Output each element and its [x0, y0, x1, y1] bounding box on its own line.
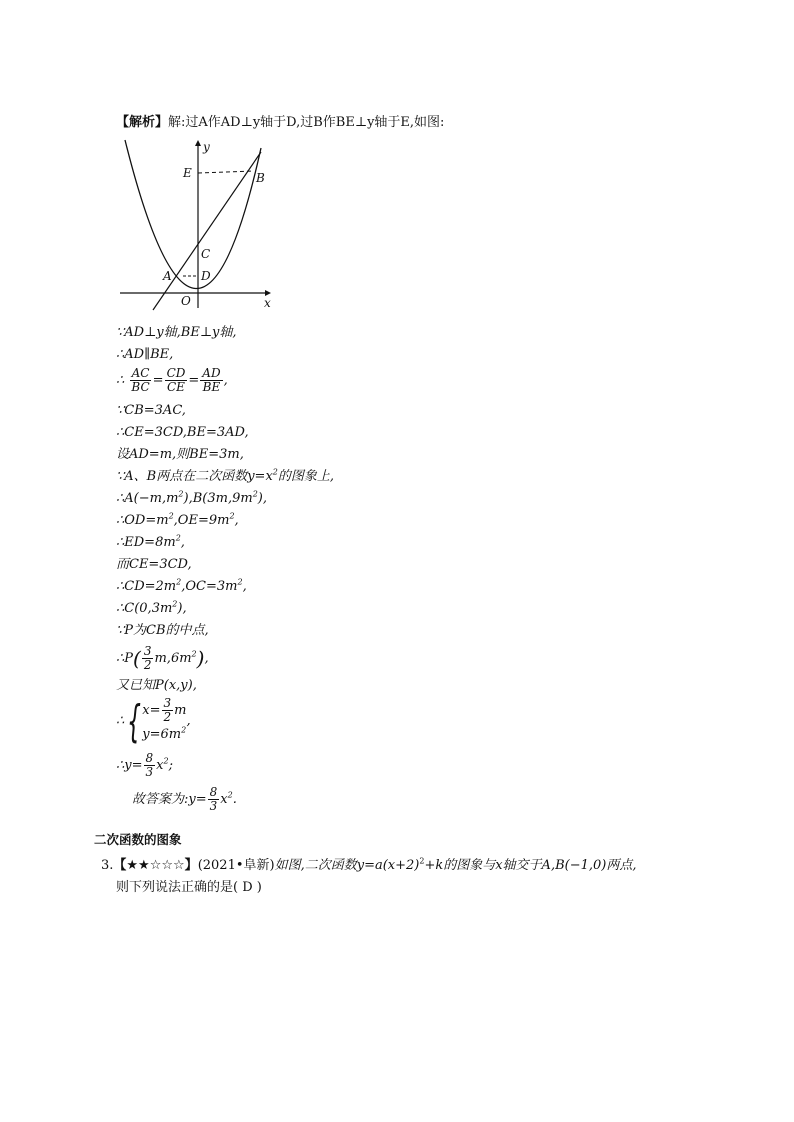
step-12: $\therefore CD=2m^2,OC=3m^2$,	[116, 577, 247, 594]
step-17-system: ∴{ x= $\frac{3}{2}$ m $y=6m^2$ ,	[116, 695, 191, 747]
intro-text: 解:过A作AD⊥y轴于D,过B作BE⊥y轴于E,如图:	[168, 115, 445, 130]
step-5: ∴CE=3CD,BE=3AD,	[116, 425, 249, 440]
final-answer: 故答案为:y= $\frac{8}{3}$ $x^2$.	[132, 785, 237, 813]
step-10: $\therefore ED=8m^2$,	[116, 533, 185, 550]
step-14: ∵P为CB的中点,	[116, 623, 209, 638]
step-2: ∴AD∥BE,	[116, 347, 174, 362]
step-16: 又已知P(x,y),	[116, 678, 197, 693]
step-9: $\therefore OD=m^2,OE=9m^2$,	[116, 511, 239, 528]
parabola-curve	[125, 140, 261, 289]
brace-symbol: {	[127, 695, 142, 747]
step-18: ∴y= $\frac{8}{3}$ $x^2$;	[116, 751, 173, 779]
label-b: B	[256, 171, 265, 185]
step-6: 设AD=m,则BE=3m,	[116, 447, 244, 462]
label-a: A	[163, 269, 172, 283]
fraction-cd-ce: $\frac{CD}{CE}$	[166, 366, 186, 394]
step-13: $\therefore C(0,3m^2)$,	[116, 599, 187, 616]
label-c: C	[201, 247, 211, 261]
question-3-line2: 则下列说法正确的是( D )	[116, 880, 262, 895]
label-o: O	[181, 294, 191, 308]
label-d: D	[201, 269, 211, 283]
fraction-ac-bc: $\frac{AC}{BC}$	[131, 366, 150, 394]
step-7: ∵A、B两点在二次函数$y=x^2$的图象上,	[116, 467, 335, 484]
step-11: 而CE=3CD,	[116, 557, 192, 572]
solution-intro	[116, 115, 444, 131]
label-y: y	[203, 140, 210, 154]
step-1: ∵AD⊥y轴,BE⊥y轴,	[116, 325, 237, 340]
difficulty-stars: 【★★☆☆☆】	[113, 858, 198, 873]
analysis-label: 【解析】	[116, 115, 169, 130]
question-source: (2021•阜新)	[197, 858, 275, 873]
fraction-ad-be: $\frac{AD}{BE}$	[202, 366, 221, 394]
line-ab	[153, 152, 261, 310]
y-axis-arrow	[195, 140, 201, 146]
label-e: E	[183, 166, 192, 180]
label-x: x	[264, 296, 271, 310]
question-3-line1: 3.【★★☆☆☆】(2021•阜新)如图,二次函数$y=a(x+2)^2+k$的图象与x轴交于A,B(−1,0)两点,	[101, 856, 637, 873]
step-15: ∴P( $\frac{3}{2}$ $m,6m^2$),	[116, 644, 209, 672]
step-8: $\therefore A(-m,m^2),B(3m,9m^2)$,	[116, 489, 267, 506]
fraction-3-2: $\frac{3}{2}$	[143, 644, 152, 672]
step-4: ∵CB=3AC,	[116, 403, 186, 418]
step-3: ∴ $\frac{AC}{BC}$ = $\frac{CD}{CE}$ = $\frac{AD}{BE}$ ,	[116, 366, 228, 394]
question-number: 3.	[101, 858, 114, 873]
dashed-be	[198, 171, 253, 173]
section-title: 二次函数的图象	[94, 832, 182, 847]
parabola-figure	[115, 138, 295, 318]
